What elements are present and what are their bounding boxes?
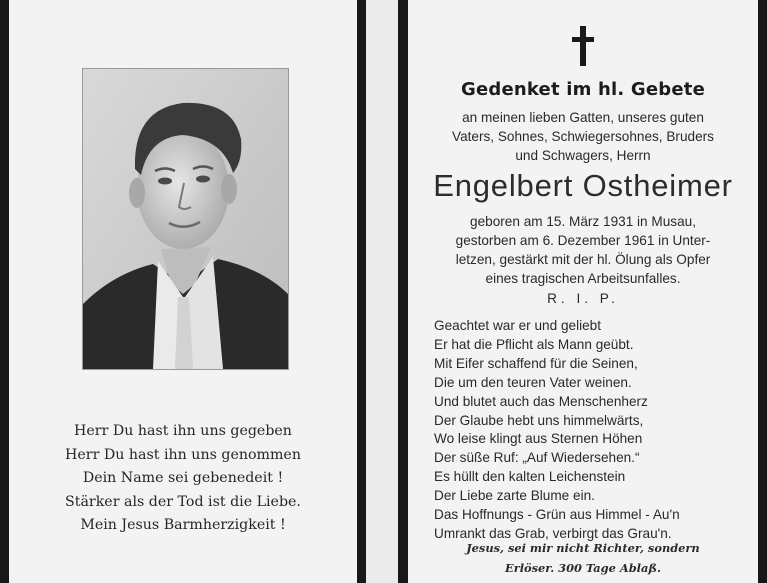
bio-line: geboren am 15. März 1931 in Musau, [470, 214, 696, 229]
indulgence-line: Erlöser. 300 Tage Ablaß. [505, 561, 661, 575]
poem-line: Es hüllt den kalten Leichenstein [434, 469, 626, 485]
verse-line: Stärker als der Tod ist die Liebe. [65, 493, 301, 510]
poem-line: Mit Eifer schaffend für die Seinen, [434, 355, 638, 371]
latin-cross-icon [570, 26, 596, 66]
intro-line: Vaters, Sohnes, Schwiegersohnes, Bruders [452, 129, 714, 144]
right-page [398, 0, 767, 583]
poem-line: Wo leise klingt aus Sternen Höhen [434, 431, 643, 447]
verse-line: Herr Du hast ihn uns genommen [65, 446, 301, 463]
deceased-name: Engelbert Ostheimer [433, 168, 733, 203]
poem-line: Das Hoffnungs - Grün aus Himmel - Au'n [434, 507, 680, 523]
portrait-image [83, 69, 288, 369]
verse-line: Mein Jesus Barmherzigkeit ! [80, 517, 286, 534]
rip-text: R. I. P. [547, 291, 619, 306]
poem-line: Umrankt das Grab, verbirgt das Grau'n. [434, 525, 672, 541]
intro-line: an meinen lieben Gatten, unseres guten [462, 110, 704, 125]
poem-line: Geachtet war er und geliebt [434, 318, 602, 333]
poem-line: Der Glaube hebt uns himmelwärts, [434, 412, 644, 428]
memorial-poem [434, 317, 680, 544]
left-page [0, 0, 366, 583]
life-dates [408, 212, 758, 288]
indulgence-prayer [408, 538, 758, 578]
verse-line: Herr Du hast ihn uns gegeben [74, 423, 292, 439]
indulgence-line: Jesus, sei mir nicht Richter, sondern [466, 541, 700, 555]
bio-line: eines tragischen Arbeitsunfalles. [485, 271, 681, 286]
bio-line: gestorben am 6. Dezember 1961 in Unter- [455, 233, 711, 248]
center-fold [366, 0, 398, 583]
intro-text [408, 108, 758, 165]
poem-line: Der Liebe zarte Blume ein. [434, 488, 595, 504]
portrait-photo [82, 68, 289, 370]
poem-line: Und blutet auch das Menschenherz [434, 393, 648, 409]
poem-line: Der süße Ruf: „Auf Wiedersehen.“ [434, 450, 640, 466]
poem-line: Die um den teuren Vater weinen. [434, 374, 632, 390]
bio-line: letzen, gestärkt mit der hl. Ölung als Opfer [455, 252, 711, 267]
poem-line: Er hat die Pflicht als Mann geübt. [434, 336, 634, 352]
intro-line: und Schwagers, Herrn [515, 148, 651, 163]
verse-line: Dein Name sei gebenedeit ! [82, 470, 284, 487]
left-verse [9, 420, 357, 538]
memorial-heading: Gedenket im hl. Gebete [460, 79, 706, 100]
